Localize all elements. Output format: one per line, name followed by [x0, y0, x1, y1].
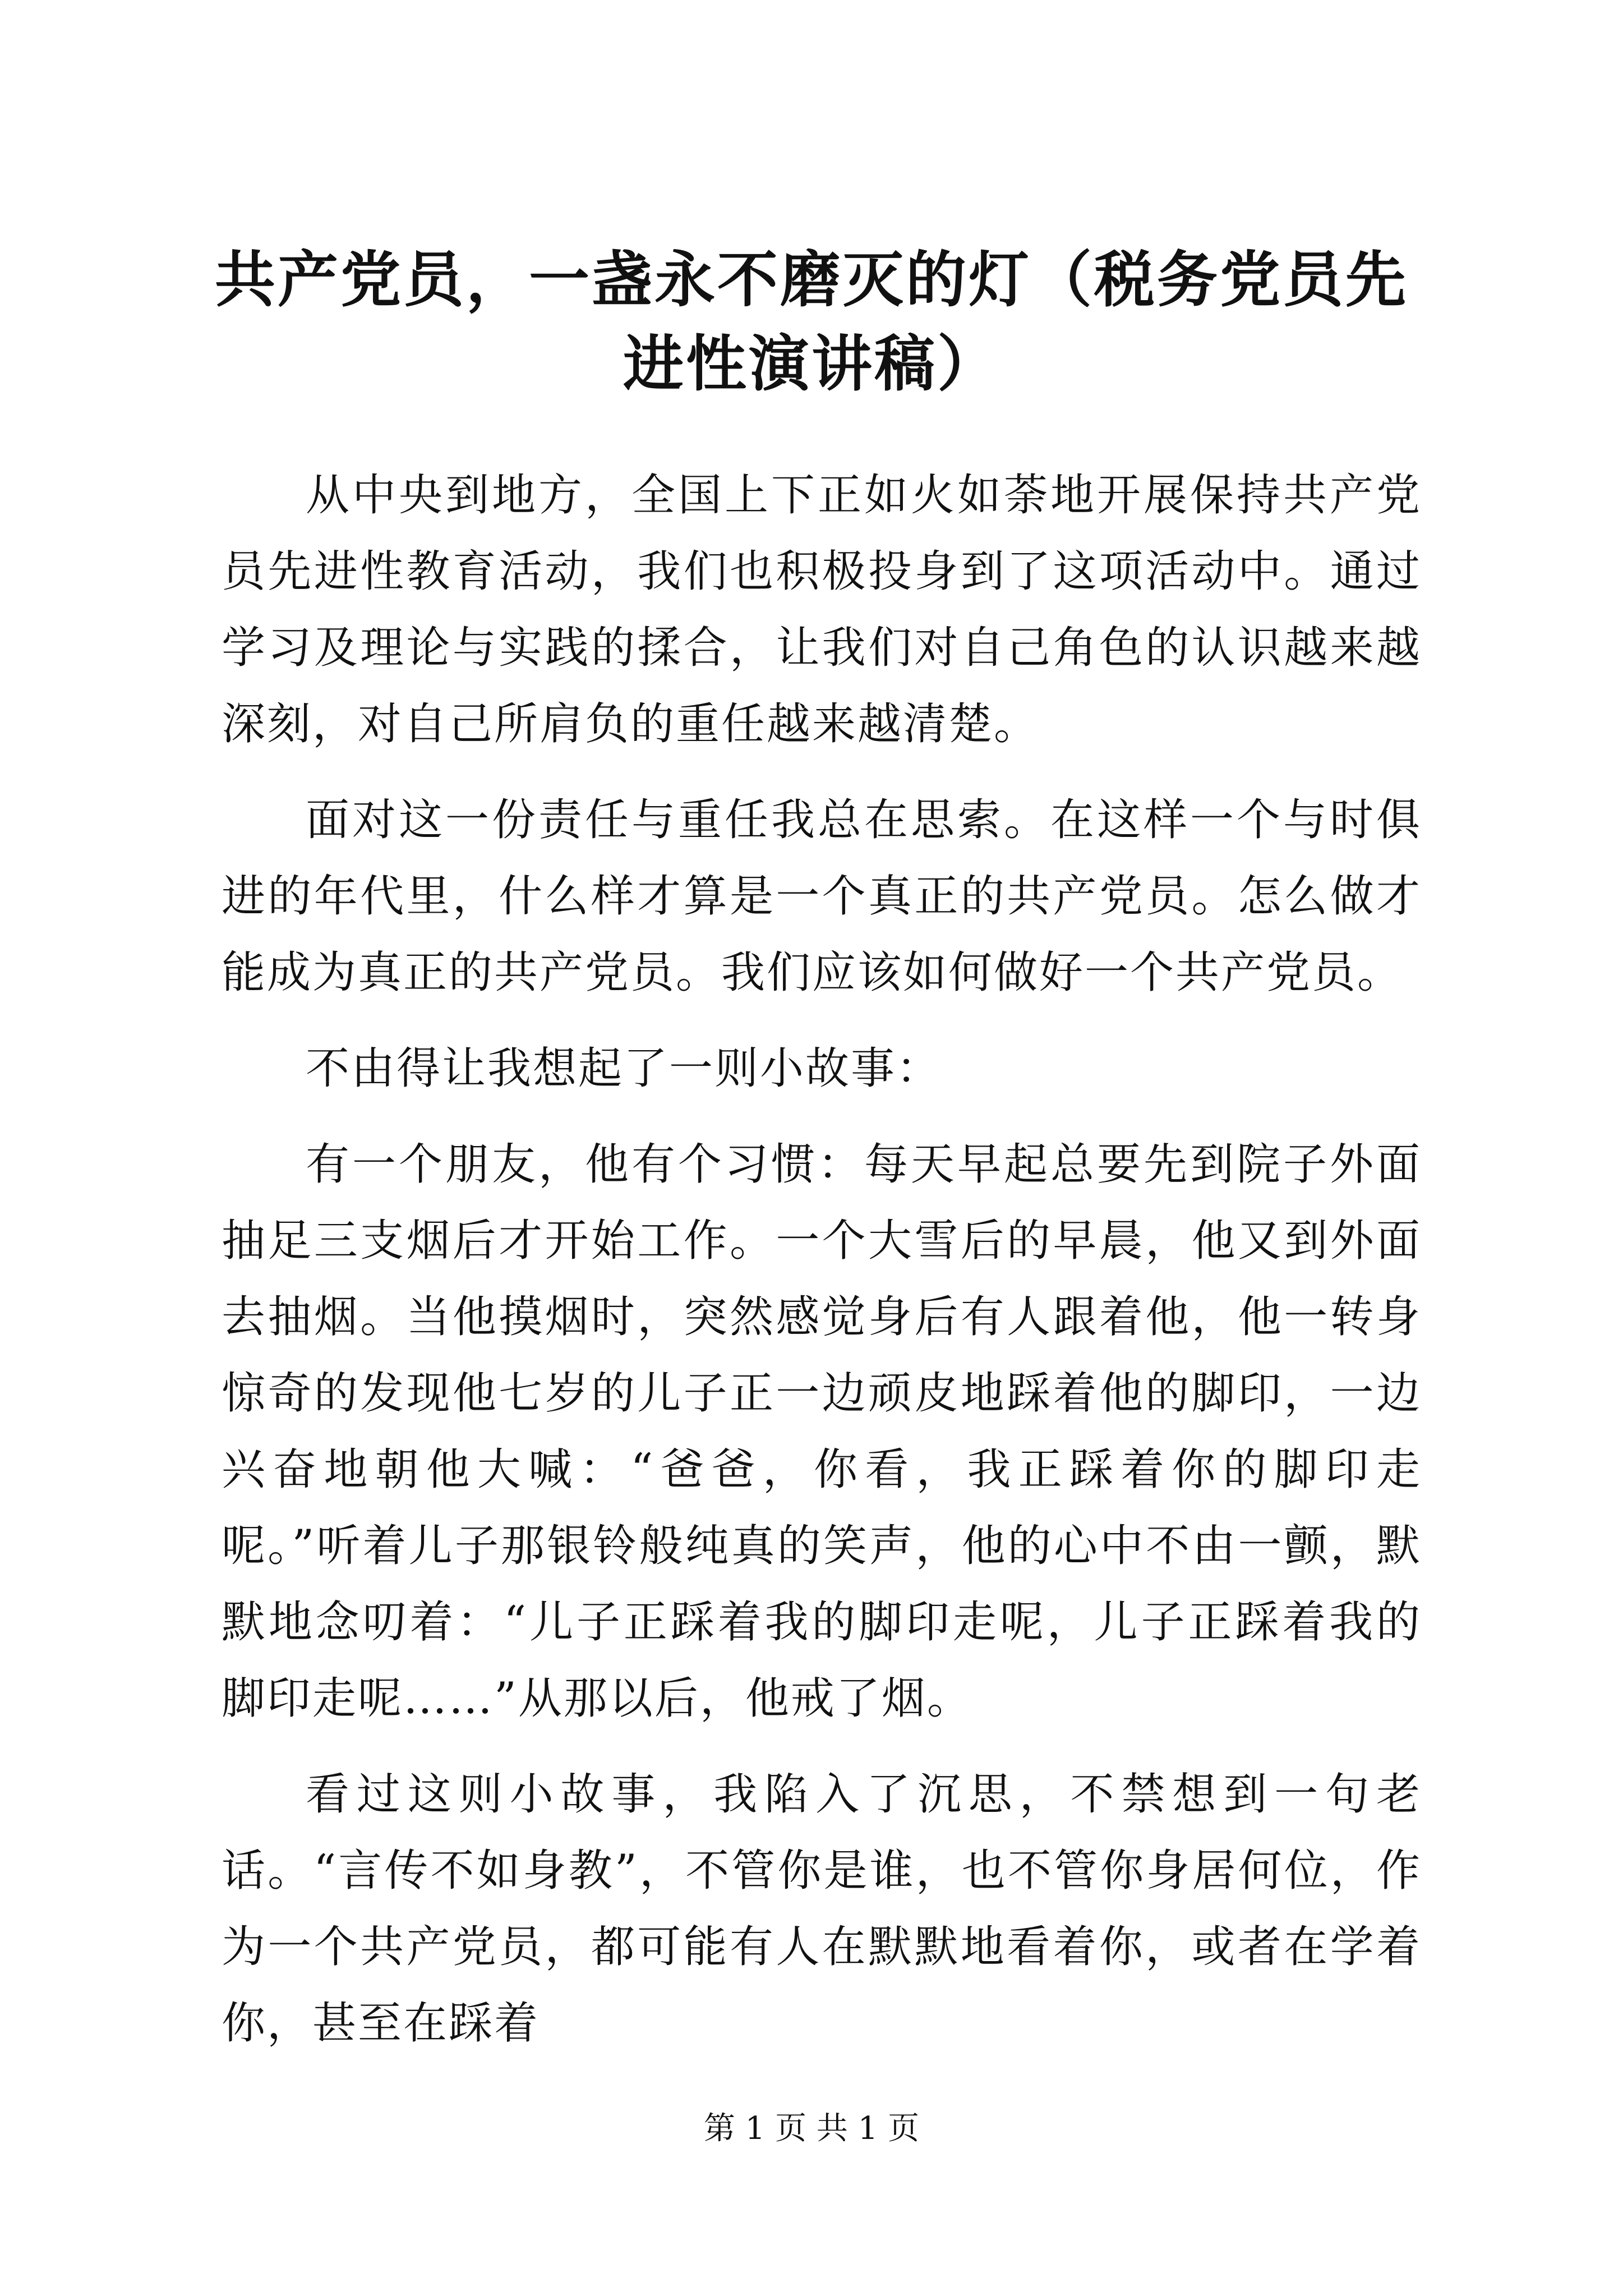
- paragraph: 有一个朋友，他有个习惯：每天早起总要先到院子外面抽足三支烟后才开始工作。一个大雪后的早晨，他又到外面去抽烟。当他摸烟时，突然感觉身后有人跟着他，他一转身惊奇的发现他七岁的儿子正一边顽皮地踩着他的脚印，一边兴奋地朝他大喊：“爸爸，你看，我正踩着你的脚印走呢。”听着儿子那银铃般纯真的笑声，他的心中不由一颤，默默地念叨着：“儿子正踩着我的脚印走呢，儿子正踩着我的脚印走呢……”从那以后，他戒了烟。: [222, 1139, 1422, 1724]
- paragraph: 从中央到地方，全国上下正如火如荼地开展保持共产党员先进性教育活动，我们也积极投身到了这项活动中。通过学习及理论与实践的揉合，让我们对自己角色的认识越来越深刻，对自己所肩负的重任越来越清楚。: [222, 470, 1422, 749]
- paragraph: 面对这一份责任与重任我总在思索。在这样一个与时俱进的年代里，什么样才算是一个真正的共产党员。怎么做才能成为真正的共产党员。我们应该如何做好一个共产党员。: [222, 795, 1422, 998]
- paragraph: 不由得让我想起了一则小故事：: [306, 1043, 942, 1094]
- document-body: [222, 457, 1422, 2081]
- page-footer: 第 1 页 共 1 页: [703, 2110, 920, 2147]
- document-title: 共产党员，一盏永不磨灭的灯（税务党员先进性演讲稿）: [214, 245, 1408, 399]
- paragraph: 看过这则小故事，我陷入了沉思，不禁想到一句老话。“言传不如身教”，不管你是谁，也不管你身居何位，作为一个共产党员，都可能有人在默默地看着你，或者在学着你，甚至在踩着: [222, 1769, 1422, 2049]
